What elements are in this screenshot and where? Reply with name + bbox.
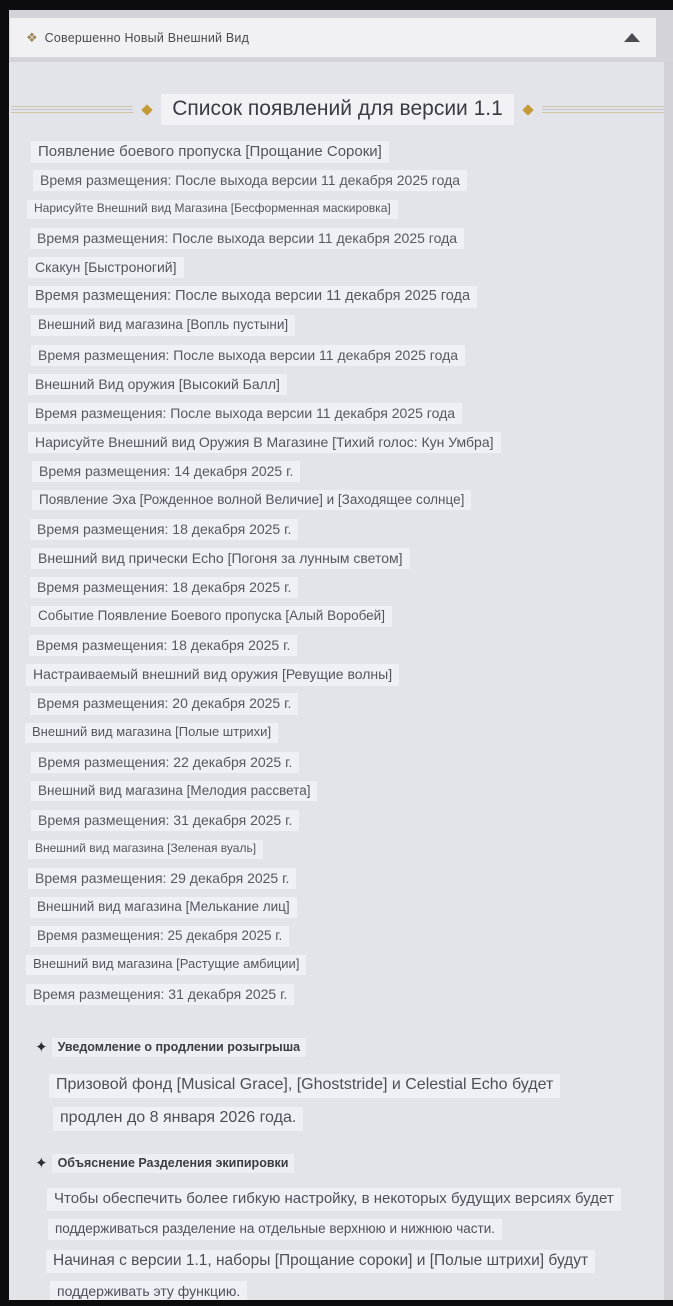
- item-name: Внешний вид магазина [Зеленая вуаль]: [28, 840, 263, 859]
- notice-text-line: поддерживаться разделение на отдельные верхнюю и нижнюю части.: [48, 1219, 502, 1240]
- accordion-header[interactable]: [10, 18, 656, 57]
- decor-line-right: [542, 106, 664, 113]
- notice-title: Уведомление о продлении розыгрыша: [52, 1038, 307, 1057]
- accordion-title: Совершенно Новый Внешний Вид: [44, 30, 250, 45]
- item-name: Внешний вид магазина [Полые штрихи]: [25, 723, 278, 743]
- section-title: Список появлений для версии 1.1: [161, 94, 514, 125]
- notice-text-line: Чтобы обеспечить более гибкую настройку, в некоторых будущих версиях будет: [47, 1188, 621, 1210]
- notice-raffle-extension: [9, 1038, 664, 1140]
- item-time: Время размещения: 29 декабря 2025 г.: [28, 868, 296, 889]
- notice-header: [35, 1038, 664, 1057]
- item-time: Время размещения: После выхода версии 11 декабря 2025 года: [31, 345, 465, 366]
- item-time: Время размещения: 18 декабря 2025 г.: [29, 635, 297, 656]
- item-name: Событие Появление Боевого пропуска [Алый Воробей]: [31, 606, 392, 627]
- item-time: Время размещения: 25 декабря 2025 г.: [30, 926, 289, 947]
- appearance-list: [9, 141, 664, 1004]
- quad-diamond-icon: ❖: [26, 30, 38, 45]
- item-name: Внешний вид магазина [Вопль пустыни]: [31, 315, 295, 336]
- item-time: Время размещения: После выхода версии 11 декабря 2025 года: [30, 228, 464, 249]
- item-time: Время размещения: После выхода версии 11 декабря 2025 года: [28, 403, 462, 424]
- item-time: Время размещения: 18 декабря 2025 г.: [30, 577, 298, 598]
- notice-header: [35, 1154, 664, 1173]
- notice-text-line: продлен до 8 января 2026 года.: [53, 1107, 303, 1130]
- item-time: Время размещения: 20 декабря 2025 г.: [30, 693, 298, 714]
- item-time: Время размещения: После выхода версии 11 декабря 2025 года: [28, 286, 477, 308]
- notice-text-line: поддерживать эту функцию.: [50, 1281, 247, 1300]
- item-name: Нарисуйте Внешний вид Магазина [Бесформенная маскировка]: [27, 200, 398, 219]
- item-time: Время размещения: 31 декабря 2025 г.: [26, 984, 294, 1005]
- item-name: Внешний вид магазина [Мелодия рассвета]: [31, 781, 317, 802]
- notice-text-line: Начиная с версии 1.1, наборы [Прощание сороки] и [Полые штрихи] будут: [46, 1250, 595, 1273]
- item-time: Время размещения: 31 декабря 2025 г.: [31, 810, 299, 831]
- item-name: Появление Эха [Рожденное волной Величие] и [Заходящее солнце]: [32, 490, 471, 511]
- item-name: Скакун [Быстроногий]: [28, 257, 184, 278]
- item-time: Время размещения: 22 декабря 2025 г.: [31, 752, 299, 773]
- item-name: Настраиваемый внешний вид оружия [Ревущие волны]: [26, 664, 399, 685]
- item-name: Нарисуйте Внешний вид Оружия В Магазине [Тихий голос: Кун Умбра]: [28, 432, 501, 453]
- diamond-icon-left: [142, 104, 153, 115]
- item-name: Внешний вид магазина [Растущие амбиции]: [26, 955, 306, 975]
- item-name: Внешний вид прически Echo [Погоня за лунным светом]: [31, 548, 410, 569]
- four-pointed-star-icon: ✦: [35, 1155, 48, 1173]
- item-time: Время размещения: 14 декабря 2025 г.: [32, 461, 300, 482]
- diamond-icon-right: [522, 104, 533, 115]
- accordion-content: [9, 62, 664, 1300]
- notice-title: Объяснение Разделения экипировки: [52, 1154, 295, 1173]
- item-name: Внешний Вид оружия [Высокий Балл]: [28, 374, 287, 395]
- collapse-arrow-icon[interactable]: [624, 33, 640, 42]
- item-name: Появление боевого пропуска [Прощание Сороки]: [31, 141, 389, 163]
- item-name: Внешний вид магазина [Мелькание лиц]: [30, 897, 297, 918]
- four-pointed-star-icon: ✦: [35, 1039, 48, 1057]
- notice-text-line: Призовой фонд [Musical Grace], [Ghoststride] и Celestial Echo будет: [49, 1074, 560, 1097]
- announcement-page: [9, 10, 673, 1300]
- item-time: Время размещения: После выхода версии 11 декабря 2025 года: [33, 170, 467, 191]
- decor-line-left: [11, 106, 133, 113]
- notice-equipment-split: [9, 1154, 664, 1300]
- item-time: Время размещения: 18 декабря 2025 г.: [30, 519, 298, 540]
- right-gutter: [664, 10, 673, 1300]
- section-title-row: [9, 62, 664, 125]
